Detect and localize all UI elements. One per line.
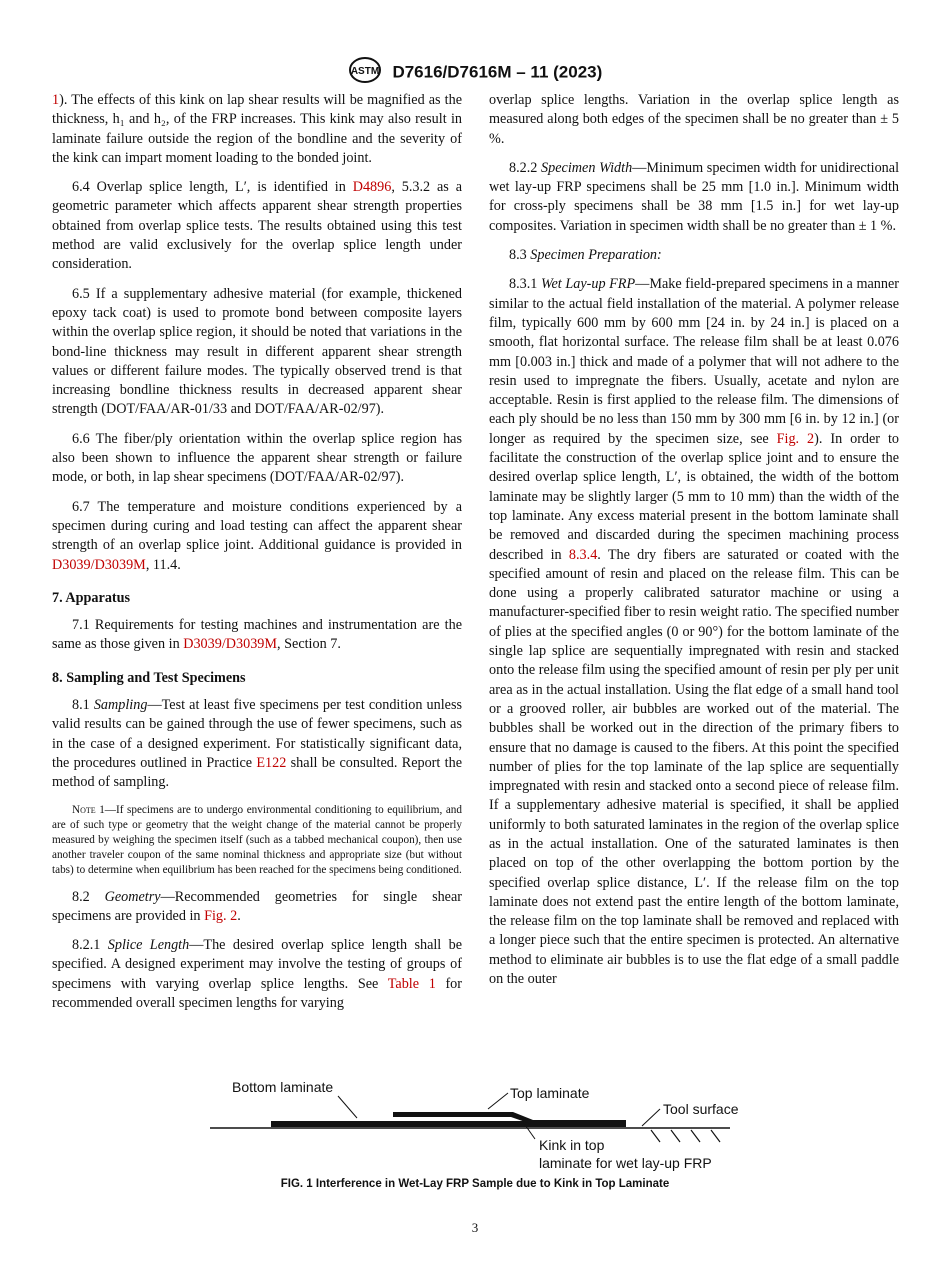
tool-hatch <box>691 1130 700 1142</box>
label-kink-line-2: laminate for wet lay-up FRP <box>539 1155 712 1171</box>
tool-surface-leader <box>642 1109 660 1126</box>
note-1: Note 1—If specimens are to undergo environmental conditioning to equilibrium, and are of such type or geometry that the weight change of the material cannot be properly measured by weighing the specimen itself (such as a tabbed mechanical coupon), then use another traveler coupon of the same nominal thickness and appropriate size (but without tabs) to determine when equilibrium has been reached for the specimens being conditioned. <box>52 803 462 876</box>
label-tool-surface: Tool surface <box>663 1101 739 1117</box>
label-bottom-laminate: Bottom laminate <box>232 1079 334 1095</box>
paragraph-6-4: 6.4 Overlap splice length, L′, is identified in D4896, 5.3.2 as a geometric parameter which affects apparent shear strength properties obtained from overlap splice tests. The results obtained using this test method are valid exclusively for the overlap splice length under consideration. <box>52 179 462 273</box>
paragraph-6-7: 6.7 The temperature and moisture conditions experienced by a specimen during curing and load testing can affect the apparent shear strength of an overlap splice joint. Additional guidance is provided in D3039/D3039M, 11.4. <box>52 498 462 573</box>
paragraph-7-1: 7.1 Requirements for testing machines and instrumentation are the same as those given in D3039/D3039M, Section 7. <box>52 617 462 653</box>
reference-link-8-3-4[interactable]: 8.3.4 <box>568 546 598 563</box>
tool-hatch <box>651 1130 660 1142</box>
right-column <box>489 91 899 999</box>
label-top-laminate: Top laminate <box>510 1085 590 1101</box>
paragraph-6-6: 6.6 The fiber/ply orientation within the overlap splice region has also been shown to influence the apparent shear strength or failure mode, or both, in lap shear specimens (DOT/FAA/AR-02/97). <box>52 430 462 486</box>
top-laminate-leader <box>488 1093 508 1109</box>
reference-link-d3039[interactable]: D3039/D3039M <box>183 636 278 653</box>
document-designation: D7616/D7616M – 11 (2023) <box>392 62 603 82</box>
tool-hatch <box>711 1130 720 1142</box>
reference-link-d3039[interactable]: D3039/D3039M <box>52 556 146 573</box>
paragraph-continuation: overlap splice lengths. Variation in the overlap splice length as measured along both edges of the specimen shall be no greater than ± 5 %. <box>489 92 899 147</box>
left-column <box>52 91 462 1023</box>
reference-link-fig-2[interactable]: Fig. 2 <box>776 430 815 447</box>
page-number: 3 <box>471 1220 479 1235</box>
paragraph-6-5: 6.5 If a supplementary adhesive material (for example, thickened epoxy tack coat) is used to promote bond between composite layers within the overlap splice region, it should be noted that variations in the bond-line thickness may result in different apparent shear strength values or different failure modes. The typically observed trend is that increasing bondline thickness results in decreased apparent shear strength (DOT/FAA/AR-01/33 and DOT/FAA/AR-02/97). <box>52 285 462 418</box>
paragraph-8-3-1: 8.3.1 Wet Lay-up FRP—Make field-prepared specimens in a manner similar to the actual field installation of the material. A polymer release film, typically 600 mm by 600 mm [24 in. by 24 in.] is placed on a smooth, flat horizontal surface. The release film shall be at least 0.076 mm [0.003 in.] thick and made of a polymer that will not adhere to the resin used to impregnate the fibers. Usually, acetate and nylon are acceptable. Resin is first applied to the release film. The dimensions of each ply should be no less than 150 mm by 300 mm [6 in. by 12 in.] (or longer as required by the specimen size, see Fig. 2). In order to facilitate the construction of the overlap splice joint and to ensure the desired overlap splice length, L′, is obtained, the width of the bottom laminate may be slightly larger (5 mm to 10 mm) than the width of the top laminate. Any excess material present in the bottom laminate shall be removed and discarded during the specimen machining process described in 8.3.4. The dry fibers are saturated or coated with the specified amount of resin and placed on the release film. This can be done using a properly calibrated saturator machine or using a manufacturer-specified fiber to resin weight ratio. The specified number of plies at the specified angles (0 or 90°) for the bottom laminate of the single lap splice are sequentially impregnated with resin and stacked onto the release film using the specified amount of resin per ply per unit area as in the actual installation. Using the flat edge of a small hand tool or a grooved roller, air bubbles are worked out of the material. The bubbles shall be worked out in the direction of the primary fibers to ensure that no damage is caused to the fibers. At this point the specified number of plies for the top laminate of the lap splice are sequentially impregnated with resin and stacked onto a second piece of release film. If a supplementary adhesive material is specified, it shall be applied uniformly to both saturated laminates in the region of the overlap splice as in the actual installation. One of the saturated laminates is then placed on top of the other overlapping the bottom portion by the specified overlap splice distance, L′. If the release film on the top laminate does not extend past the entire length of the bottom laminate, the release film on the top laminate shall be removed and replaced with a longer piece such that the entire specimen is protected. An alternative method to eliminate air bubbles is to use the flat edge of a small paddle on the outer <box>489 276 900 988</box>
bottom-laminate-leader <box>338 1096 357 1118</box>
paragraph-8-2-2: 8.2.2 Specimen Width—Minimum specimen width for unidirectional wet lay-up FRP specimens shall be 25 mm [1.0 in.]. Minimum width for cross-ply specimens shall be 38 mm [1.5 in.] for wet lay-up composites. Variation in specimen width shall be no greater than ± 1 %. <box>489 159 900 234</box>
paragraph-continuation: 1). The effects of this kink on lap shear results will be magnified as the thickness, h₁ and h₂, of the FRP increases. This kink may also result in laminate failure outside the region of the bondline and the severity of the kink can impart moment loading to the bonded joint. <box>52 92 462 166</box>
label-kink-line-1: Kink in top <box>539 1137 605 1153</box>
paragraph-8-3: 8.3 Specimen Preparation: <box>509 247 662 264</box>
reference-link-e122[interactable]: E122 <box>256 754 287 771</box>
section-heading-sampling: 8. Sampling and Test Specimens <box>52 669 246 686</box>
figure-1-diagram <box>205 1076 745 1176</box>
astm-logo-icon <box>348 56 382 89</box>
page-header <box>0 56 950 89</box>
reference-link-table-1[interactable]: Table 1 <box>387 975 436 992</box>
figure-1-caption: FIG. 1 Interference in Wet-Lay FRP Sample due to Kink in Top Laminate <box>280 1178 670 1190</box>
section-heading-apparatus: 7. Apparatus <box>52 589 131 606</box>
tool-hatch <box>671 1130 680 1142</box>
reference-link-d4896[interactable]: D4896 <box>352 179 392 196</box>
reference-link-fig-2[interactable]: Fig. 2 <box>204 907 238 924</box>
paragraph-8-2: 8.2 Geometry—Recommended geometries for single shear specimens are provided in Fig. 2. <box>52 888 462 924</box>
reference-link[interactable]: 1 <box>52 92 60 108</box>
svg-text:ASTM: ASTM <box>350 66 379 77</box>
paragraph-8-2-1: 8.2.1 Splice Length—The desired overlap splice length shall be specified. A designed experiment may involve the testing of groups of specimens with varying overlap splice lengths. See Table 1 for recommended overall specimen lengths for varying <box>52 937 463 1011</box>
paragraph-8-1: 8.1 Sampling—Test at least five specimens per test condition unless valid results can be gained through the use of fewer specimens, such as in the case of a designed experiment. For statistically significant data, the procedures outlined in Practice E122 shall be consulted. Report the method of sampling. <box>52 697 462 791</box>
